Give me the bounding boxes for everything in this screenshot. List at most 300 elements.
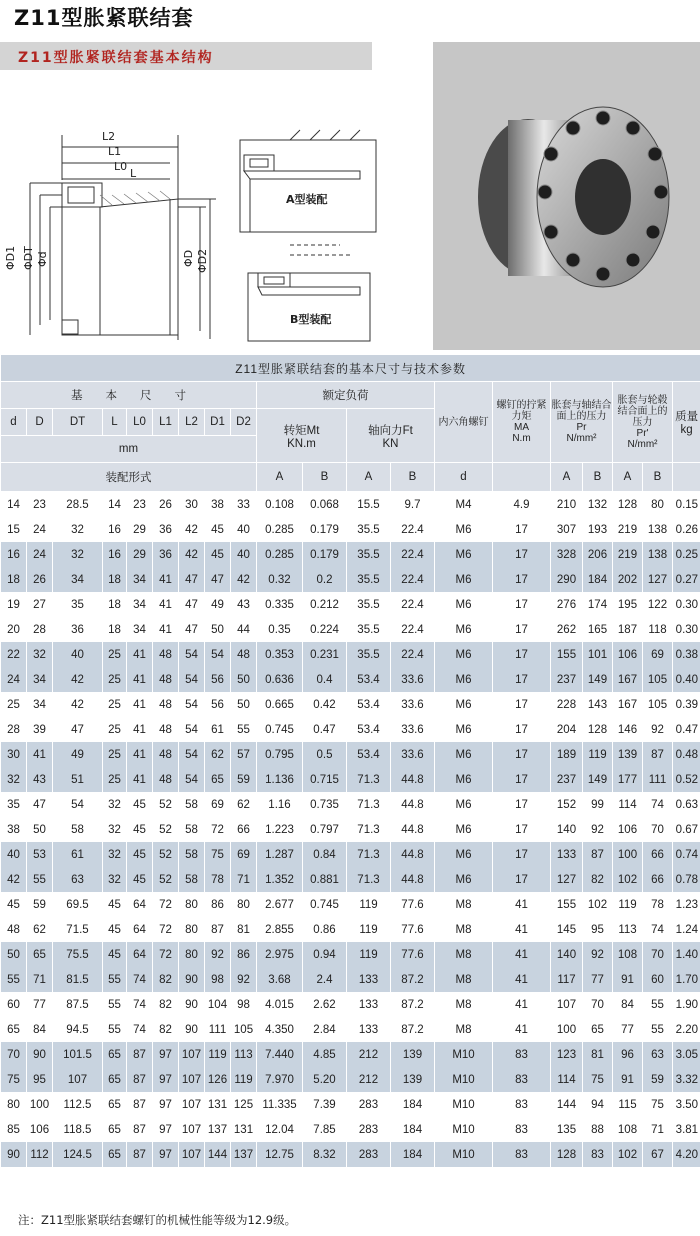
table-cell: M8 <box>435 917 493 942</box>
table-cell: 49 <box>205 592 231 617</box>
table-cell: 47 <box>179 617 205 642</box>
table-cell: 70 <box>643 817 673 842</box>
table-cell: 276 <box>551 592 583 617</box>
table-cell: 34 <box>127 592 153 617</box>
table-cell: 50 <box>27 817 53 842</box>
table-cell: 1.287 <box>257 842 303 867</box>
table-cell: 0.212 <box>303 592 347 617</box>
table-cell: 82 <box>153 1017 179 1042</box>
table-cell: 0.52 <box>673 767 700 792</box>
table-cell: 65 <box>103 1042 127 1067</box>
page-title: Z11型胀紧联结套 <box>14 6 194 30</box>
table-cell: 34 <box>53 567 103 592</box>
table-cell: 54 <box>179 742 205 767</box>
table-cell: 0.74 <box>673 842 700 867</box>
table-cell: 72 <box>205 817 231 842</box>
table-cell: 64 <box>127 942 153 967</box>
table-cell: M4 <box>435 492 493 518</box>
table-cell: 107 <box>53 1067 103 1092</box>
table-cell: 71.3 <box>347 842 391 867</box>
table-cell: 131 <box>231 1117 257 1142</box>
table-cell: 45 <box>127 842 153 867</box>
table-cell: 53.4 <box>347 742 391 767</box>
table-row <box>1 817 700 842</box>
table-cell: 143 <box>583 692 613 717</box>
table-cell: 32 <box>103 817 127 842</box>
table-cell: 30 <box>179 492 205 518</box>
table-cell: M6 <box>435 517 493 542</box>
table-cell: 111 <box>643 767 673 792</box>
table-cell: 32 <box>53 542 103 567</box>
table-cell: 56 <box>205 692 231 717</box>
table-cell: 50 <box>231 667 257 692</box>
table-cell: 87.2 <box>391 967 435 992</box>
table-cell: 22 <box>1 642 27 667</box>
table-cell: 74 <box>127 967 153 992</box>
table-cell: 54 <box>179 767 205 792</box>
header-hub-pressure: 胀套与轮毂结合面上的压力 Pr' N/mm² <box>613 382 673 463</box>
table-cell: 137 <box>205 1117 231 1142</box>
table-cell: 0.353 <box>257 642 303 667</box>
table-cell: 66 <box>643 867 673 892</box>
table-cell: 1.223 <box>257 817 303 842</box>
table-cell: 7.39 <box>303 1092 347 1117</box>
table-cell: 38 <box>205 492 231 518</box>
table-cell: 17 <box>493 517 551 542</box>
table-cell: 35.5 <box>347 567 391 592</box>
table-cell: 122 <box>643 592 673 617</box>
table-cell: 38 <box>1 817 27 842</box>
table-cell: 41 <box>153 592 179 617</box>
table-cell: 0.179 <box>303 542 347 567</box>
table-cell: 112 <box>27 1142 53 1167</box>
table-cell: 193 <box>583 517 613 542</box>
table-cell: 36 <box>153 517 179 542</box>
table-cell: 92 <box>231 967 257 992</box>
table-cell: 74 <box>643 792 673 817</box>
table-cell: 35.5 <box>347 642 391 667</box>
table-cell: 33.6 <box>391 742 435 767</box>
table-cell: 34 <box>27 667 53 692</box>
table-cell: 59 <box>27 892 53 917</box>
table-cell: 0.78 <box>673 867 700 892</box>
table-cell: 167 <box>613 667 643 692</box>
table-cell: 71.3 <box>347 867 391 892</box>
table-cell: 28 <box>1 717 27 742</box>
table-cell: 33 <box>231 492 257 518</box>
table-cell: 95 <box>583 917 613 942</box>
table-cell: 35.5 <box>347 592 391 617</box>
table-cell: 77.6 <box>391 917 435 942</box>
table-cell: 99 <box>583 792 613 817</box>
label-l0: L0 <box>114 160 128 173</box>
table-cell: 39 <box>27 717 53 742</box>
table-cell: 0.47 <box>303 717 347 742</box>
table-cell: 22.4 <box>391 592 435 617</box>
table-cell: 25 <box>103 667 127 692</box>
table-cell: 42 <box>179 542 205 567</box>
table-row <box>1 1092 700 1117</box>
header-fit-type: 装配形式 <box>1 463 257 492</box>
table-cell: 54 <box>179 692 205 717</box>
table-cell: 55 <box>27 867 53 892</box>
table-cell: 58 <box>179 842 205 867</box>
table-cell: 4.9 <box>493 492 551 518</box>
table-cell: 17 <box>493 742 551 767</box>
table-cell: M6 <box>435 592 493 617</box>
table-cell: 22.4 <box>391 642 435 667</box>
table-cell: 75 <box>583 1067 613 1092</box>
table-cell: 82 <box>583 867 613 892</box>
table-cell: 128 <box>551 1142 583 1167</box>
fit-b-hub: B <box>643 463 673 492</box>
table-cell: M6 <box>435 792 493 817</box>
table-cell: 44.8 <box>391 792 435 817</box>
table-cell: 58 <box>53 817 103 842</box>
table-cell: 48 <box>153 667 179 692</box>
spec-table-body <box>1 492 700 1168</box>
table-cell: 80 <box>643 492 673 518</box>
table-cell: 52 <box>153 867 179 892</box>
table-cell: 4.350 <box>257 1017 303 1042</box>
table-cell: 78 <box>643 892 673 917</box>
table-cell: 47 <box>205 567 231 592</box>
col-D1: D1 <box>205 409 231 436</box>
table-cell: 63 <box>643 1042 673 1067</box>
table-cell: 105 <box>231 1017 257 1042</box>
table-cell: 107 <box>179 1042 205 1067</box>
table-row <box>1 942 700 967</box>
table-cell: 50 <box>231 692 257 717</box>
table-cell: 0.636 <box>257 667 303 692</box>
table-cell: 52 <box>153 792 179 817</box>
table-cell: 2.4 <box>303 967 347 992</box>
table-cell: 44.8 <box>391 767 435 792</box>
table-cell: 86 <box>231 942 257 967</box>
table-cell: 26 <box>27 567 53 592</box>
table-cell: 144 <box>205 1142 231 1167</box>
header-bolt-d: d <box>435 463 493 492</box>
col-L: L <box>103 409 127 436</box>
table-cell: 262 <box>551 617 583 642</box>
table-cell: 29 <box>127 517 153 542</box>
table-cell: 219 <box>613 542 643 567</box>
fit-a-shaft: A <box>551 463 583 492</box>
table-cell: 14 <box>103 492 127 518</box>
table-cell: 4.20 <box>673 1142 700 1167</box>
table-cell: 96 <box>613 1042 643 1067</box>
table-cell: 0.25 <box>673 542 700 567</box>
table-cell: 36 <box>153 542 179 567</box>
fit-a-hub: A <box>613 463 643 492</box>
header-mass: 质量 kg <box>673 382 700 463</box>
table-cell: 90 <box>179 967 205 992</box>
table-cell: 71.3 <box>347 767 391 792</box>
table-cell: M6 <box>435 692 493 717</box>
table-cell: 60 <box>1 992 27 1017</box>
table-cell: 167 <box>613 692 643 717</box>
table-cell: 34 <box>127 617 153 642</box>
table-cell: 97 <box>153 1067 179 1092</box>
table-cell: 107 <box>179 1092 205 1117</box>
header-bolt-torque: 螺钉的拧紧力矩 MA N.m <box>493 382 551 463</box>
table-cell: 0.63 <box>673 792 700 817</box>
table-cell: 113 <box>231 1042 257 1067</box>
table-cell: 20 <box>1 617 27 642</box>
table-cell: 84 <box>27 1017 53 1042</box>
table-cell: M8 <box>435 942 493 967</box>
header-shaft-pressure: 胀套与轴结合面上的压力 Pr N/mm² <box>551 382 613 463</box>
table-cell: 0.335 <box>257 592 303 617</box>
table-cell: 84 <box>613 992 643 1017</box>
table-cell: 8.32 <box>303 1142 347 1167</box>
table-cell: 44.8 <box>391 867 435 892</box>
label-l: L <box>130 167 137 180</box>
table-cell: 0.179 <box>303 517 347 542</box>
table-cell: 2.975 <box>257 942 303 967</box>
table-cell: 91 <box>613 1067 643 1092</box>
table-cell: 33.6 <box>391 667 435 692</box>
table-cell: 48 <box>153 642 179 667</box>
table-cell: 107 <box>179 1067 205 1092</box>
table-cell: 47 <box>179 567 205 592</box>
table-cell: 87.2 <box>391 1017 435 1042</box>
table-cell: 2.84 <box>303 1017 347 1042</box>
table-cell: 45 <box>103 917 127 942</box>
table-cell: 25 <box>1 692 27 717</box>
table-cell: 40 <box>231 517 257 542</box>
table-cell: 0.30 <box>673 617 700 642</box>
table-cell: 81.5 <box>53 967 103 992</box>
table-cell: 85 <box>1 1117 27 1142</box>
table-cell: 48 <box>153 717 179 742</box>
table-cell: 48 <box>153 742 179 767</box>
table-cell: 155 <box>551 642 583 667</box>
table-cell: 44 <box>231 617 257 642</box>
table-row <box>1 992 700 1017</box>
table-cell: 44.8 <box>391 817 435 842</box>
table-cell: 23 <box>27 492 53 518</box>
col-DT: DT <box>53 409 103 436</box>
header-torque: 转矩Mt KN.m <box>257 409 347 463</box>
table-row <box>1 692 700 717</box>
table-cell: 133 <box>551 842 583 867</box>
table-cell: 0.715 <box>303 767 347 792</box>
table-cell: 1.352 <box>257 867 303 892</box>
header-basic-dimensions: 基 本 尺 寸 <box>1 382 257 409</box>
table-cell: 290 <box>551 567 583 592</box>
table-cell: 17 <box>493 817 551 842</box>
table-cell: 139 <box>391 1042 435 1067</box>
table-cell: 45 <box>205 517 231 542</box>
table-cell: 75.5 <box>53 942 103 967</box>
table-cell: 48 <box>231 642 257 667</box>
table-cell: 65 <box>103 1117 127 1142</box>
table-cell: M6 <box>435 567 493 592</box>
table-cell: 42 <box>53 667 103 692</box>
table-cell: 133 <box>347 967 391 992</box>
spec-table-wrapper <box>0 354 700 1167</box>
table-row <box>1 617 700 642</box>
table-cell: 17 <box>493 692 551 717</box>
table-cell: 35.5 <box>347 617 391 642</box>
header-rated-load: 额定负荷 <box>257 382 435 409</box>
table-cell: 70 <box>1 1042 27 1067</box>
table-cell: 83 <box>493 1067 551 1092</box>
table-cell: M10 <box>435 1117 493 1142</box>
table-cell: 0.735 <box>303 792 347 817</box>
table-cell: 140 <box>551 942 583 967</box>
table-cell: 53 <box>27 842 53 867</box>
table-row <box>1 1067 700 1092</box>
table-cell: 149 <box>583 667 613 692</box>
table-cell: 17 <box>493 667 551 692</box>
table-cell: 131 <box>205 1092 231 1117</box>
table-row <box>1 892 700 917</box>
table-cell: 0.94 <box>303 942 347 967</box>
table-row <box>1 592 700 617</box>
table-cell: 25 <box>103 717 127 742</box>
table-cell: 42 <box>1 867 27 892</box>
table-cell: 0.231 <box>303 642 347 667</box>
table-row <box>1 742 700 767</box>
table-row <box>1 492 700 518</box>
table-cell: 101 <box>583 642 613 667</box>
table-cell: 61 <box>53 842 103 867</box>
table-cell: 17 <box>493 617 551 642</box>
table-cell: 100 <box>27 1092 53 1117</box>
table-cell: 119 <box>347 942 391 967</box>
table-cell: 69 <box>205 792 231 817</box>
table-cell: 64 <box>127 892 153 917</box>
table-cell: 41 <box>127 667 153 692</box>
table-cell: 69 <box>643 642 673 667</box>
table-cell: 1.24 <box>673 917 700 942</box>
table-cell: 25 <box>103 692 127 717</box>
table-cell: 0.40 <box>673 667 700 692</box>
table-cell: 50 <box>1 942 27 967</box>
table-cell: 17 <box>493 542 551 567</box>
table-cell: 283 <box>347 1092 391 1117</box>
table-cell: M8 <box>435 967 493 992</box>
table-cell: 105 <box>643 667 673 692</box>
table-cell: M10 <box>435 1142 493 1167</box>
table-cell: 307 <box>551 517 583 542</box>
table-cell: 132 <box>583 492 613 518</box>
table-cell: 0.27 <box>673 567 700 592</box>
table-cell: 119 <box>231 1067 257 1092</box>
table-cell: 65 <box>103 1092 127 1117</box>
table-cell: 45 <box>127 792 153 817</box>
table-cell: 123 <box>551 1042 583 1067</box>
col-D2: D2 <box>231 409 257 436</box>
table-cell: 34 <box>127 567 153 592</box>
table-cell: 4.85 <box>303 1042 347 1067</box>
table-cell: 139 <box>391 1067 435 1092</box>
table-cell: 83 <box>493 1092 551 1117</box>
table-cell: 48 <box>153 692 179 717</box>
col-L1: L1 <box>153 409 179 436</box>
table-cell: 71 <box>27 967 53 992</box>
table-cell: M6 <box>435 767 493 792</box>
table-cell: 90 <box>1 1142 27 1167</box>
table-cell: 3.81 <box>673 1117 700 1142</box>
table-cell: 55 <box>643 992 673 1017</box>
table-cell: 35.5 <box>347 542 391 567</box>
table-row <box>1 517 700 542</box>
table-cell: 17 <box>493 717 551 742</box>
table-cell: 24 <box>27 517 53 542</box>
label-type-b: B型装配 <box>290 313 332 326</box>
table-cell: 111 <box>205 1017 231 1042</box>
table-cell: 74 <box>643 917 673 942</box>
table-cell: 70 <box>583 992 613 1017</box>
table-cell: 135 <box>551 1117 583 1142</box>
table-cell: 104 <box>205 992 231 1017</box>
table-cell: 114 <box>551 1067 583 1092</box>
table-cell: 2.20 <box>673 1017 700 1042</box>
table-cell: 80 <box>231 892 257 917</box>
table-cell: 48 <box>1 917 27 942</box>
col-D: D <box>27 409 53 436</box>
table-cell: 78 <box>205 867 231 892</box>
table-cell: 80 <box>179 942 205 967</box>
table-cell: 55 <box>643 1017 673 1042</box>
table-cell: M8 <box>435 1017 493 1042</box>
label-d1: ΦD1 <box>4 245 17 270</box>
table-cell: 83 <box>493 1042 551 1067</box>
table-cell: 118 <box>643 617 673 642</box>
table-cell: 195 <box>613 592 643 617</box>
table-cell: 0.47 <box>673 717 700 742</box>
table-cell: 206 <box>583 542 613 567</box>
table-cell: 77.6 <box>391 942 435 967</box>
table-cell: 72 <box>153 917 179 942</box>
table-cell: 283 <box>347 1117 391 1142</box>
table-cell: 61 <box>205 717 231 742</box>
table-cell: 54 <box>179 667 205 692</box>
table-cell: M10 <box>435 1092 493 1117</box>
table-cell: 41 <box>493 942 551 967</box>
table-cell: 60 <box>643 967 673 992</box>
table-cell: 87 <box>127 1042 153 1067</box>
table-cell: 54 <box>179 642 205 667</box>
table-cell: 133 <box>347 992 391 1017</box>
table-cell: 125 <box>231 1092 257 1117</box>
table-cell: 4.015 <box>257 992 303 1017</box>
table-cell: 75 <box>205 842 231 867</box>
table-cell: 54 <box>53 792 103 817</box>
table-cell: 202 <box>613 567 643 592</box>
table-cell: 106 <box>27 1117 53 1142</box>
table-cell: 17 <box>493 767 551 792</box>
table-cell: 17 <box>493 592 551 617</box>
table-cell: 187 <box>613 617 643 642</box>
table-cell: M6 <box>435 642 493 667</box>
table-cell: 94.5 <box>53 1017 103 1042</box>
col-d: d <box>1 409 27 436</box>
table-cell: 32 <box>53 517 103 542</box>
table-cell: 69 <box>231 842 257 867</box>
table-cell: 0.224 <box>303 617 347 642</box>
table-cell: 41 <box>493 1017 551 1042</box>
table-cell: 45 <box>127 817 153 842</box>
table-cell: 22.4 <box>391 517 435 542</box>
table-cell: 86 <box>205 892 231 917</box>
table-cell: 19 <box>1 592 27 617</box>
table-cell: 127 <box>643 567 673 592</box>
table-cell: 28.5 <box>53 492 103 518</box>
